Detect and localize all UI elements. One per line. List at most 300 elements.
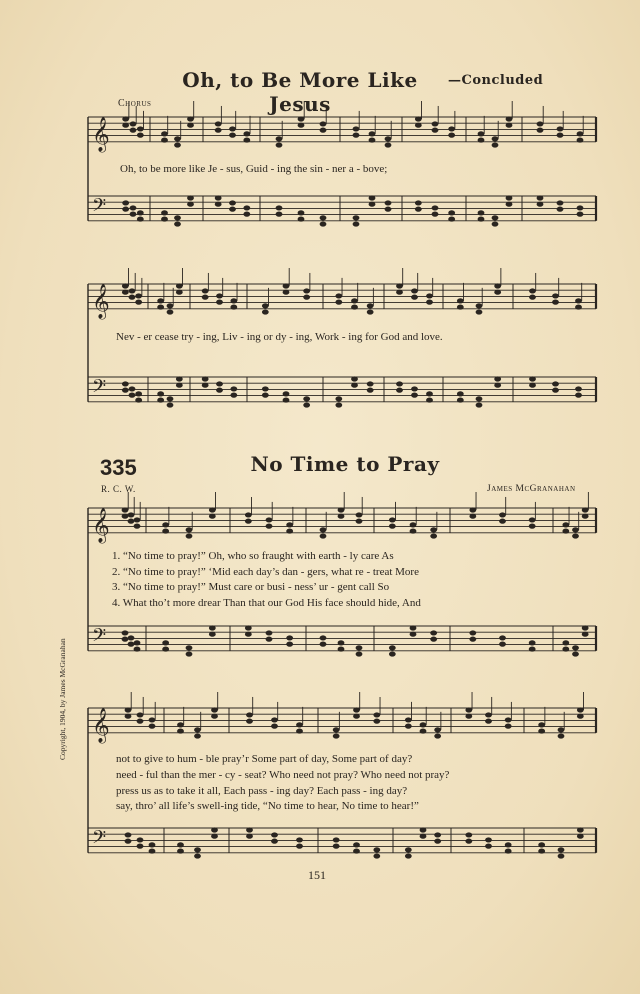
chorus-system-2-note xyxy=(230,304,237,309)
verse-system-1-note xyxy=(562,640,569,645)
verse-system-1-note xyxy=(529,640,536,645)
chorus-system-1-note xyxy=(492,215,499,220)
chorus-system-2-note xyxy=(176,383,183,388)
chorus-system-2-note xyxy=(575,393,582,398)
verse-system-1-note xyxy=(162,528,169,533)
verse-system-1-note xyxy=(128,512,135,517)
verse-system-2-note xyxy=(177,842,184,847)
verse-system-1-note xyxy=(389,524,396,529)
chorus-system-2-note xyxy=(494,376,501,381)
verse-system-1-note xyxy=(410,528,417,533)
chorus-system-1-note xyxy=(276,212,283,217)
verse-system-1-note xyxy=(389,517,396,522)
chorus-system-2-note xyxy=(529,383,536,388)
verse-system-1-note xyxy=(499,512,506,517)
verse-system-2-note xyxy=(194,727,201,732)
verse-system-1-note xyxy=(410,625,417,630)
chorus-system-2-note xyxy=(367,388,374,393)
chorus-system-1-note xyxy=(215,195,222,200)
chorus-system-2-note xyxy=(230,298,237,303)
verse-system-2-note xyxy=(177,848,184,853)
chorus-system-1-note xyxy=(187,195,194,200)
verse-system-2-bass-clef: 𝄢 xyxy=(92,827,107,853)
chorus-system-1-note xyxy=(506,195,513,200)
chorus-system-1-note xyxy=(369,195,376,200)
verse-system-2-note xyxy=(420,827,427,832)
verse-system-2-note xyxy=(420,722,427,727)
hymn-title-concluded: Oh, to Be More Like Jesus xyxy=(182,68,418,116)
chorus-system-2-note xyxy=(552,300,559,305)
music-credit: James McGranahan xyxy=(487,484,576,494)
verse-system-1-note xyxy=(469,630,476,635)
chorus-system-1-note xyxy=(577,137,584,142)
chorus-system-2-treble-clef: 𝄞 xyxy=(92,283,110,319)
chorus-system-1-note xyxy=(174,215,181,220)
verse-system-2-note xyxy=(558,853,565,858)
verse-system-2-note xyxy=(149,848,156,853)
chorus-system-1-note xyxy=(187,123,194,128)
chorus-system-1-note xyxy=(432,212,439,217)
chorus-system-1-note xyxy=(432,205,439,210)
verse-system-1-note xyxy=(209,632,216,637)
verse-system-2-note xyxy=(538,842,545,847)
verse-line-2a: 2. “No time to pray!” ‘Mid each day’s dan - gers, what re - treat More xyxy=(112,566,419,578)
chorus-system-2-note xyxy=(411,393,418,398)
chorus-system-1-note xyxy=(137,133,144,138)
chorus-system-2-note xyxy=(135,391,142,396)
chorus-system-2-note xyxy=(303,396,310,401)
verse-system-1-note xyxy=(562,528,569,533)
verse-system-1-note xyxy=(562,646,569,651)
chorus-system-1-note xyxy=(320,128,327,133)
chorus-system-2-note xyxy=(303,402,310,407)
chorus-system-2-note xyxy=(351,304,358,309)
verse-system-1-note xyxy=(122,637,129,642)
chorus-system-1-note xyxy=(385,142,392,147)
verse-system-2-note xyxy=(538,722,545,727)
copyright-notice: Copyright, 1904, by James McGranahan xyxy=(58,638,67,760)
chorus-system-2-note xyxy=(202,295,209,300)
verse-system-1-note xyxy=(338,514,345,519)
chorus-system-2-note xyxy=(367,381,374,386)
verse-system-2-note xyxy=(577,834,584,839)
verse-system-1-note xyxy=(356,651,363,656)
verse-system-2-note xyxy=(137,844,144,849)
verse-system-2-note xyxy=(333,727,340,732)
chorus-system-2-note xyxy=(129,288,136,293)
verse-system-2-note xyxy=(125,707,132,712)
verse-system-2-note xyxy=(177,722,184,727)
verse-system-2-note xyxy=(211,714,218,719)
verse-system-1-note xyxy=(356,519,363,524)
verse-line-2b: need - ful than the mer - cy - seat? Who need not pray? Who need not pray? xyxy=(116,769,450,781)
chorus-system-1-note xyxy=(243,205,250,210)
chorus-system-2-note xyxy=(202,288,209,293)
verse-system-1-note xyxy=(356,645,363,650)
chorus-system-1-note xyxy=(161,210,168,215)
chorus-system-2-note xyxy=(216,300,223,305)
hymn-number: 335 xyxy=(100,455,137,480)
verse-system-2-note xyxy=(211,707,218,712)
chorus-system-2-note xyxy=(396,290,403,295)
verse-system-1-note xyxy=(134,640,141,645)
verse-system-1-note xyxy=(286,522,293,527)
verse-system-1-note xyxy=(562,522,569,527)
chorus-system-2-note xyxy=(494,283,501,288)
chorus-system-2-note xyxy=(176,283,183,288)
chorus-system-1-note xyxy=(229,126,236,131)
chorus-system-1-note xyxy=(448,133,455,138)
verse-system-2-note xyxy=(149,724,156,729)
chorus-system-2-note xyxy=(575,386,582,391)
chorus-system-1-treble-clef: 𝄞 xyxy=(92,116,110,152)
chorus-system-1-note xyxy=(137,126,144,131)
verse-system-1-note xyxy=(582,625,589,630)
chorus-system-2-note xyxy=(529,295,536,300)
verse-system-2-note xyxy=(194,733,201,738)
verse-system-1-note xyxy=(209,625,216,630)
hymn-title: No Time to Pray xyxy=(250,452,440,476)
chorus-system-1-note xyxy=(353,215,360,220)
chorus-system-2-note xyxy=(122,283,129,288)
chorus-system-1-note xyxy=(137,216,144,221)
verse-system-1-note xyxy=(286,635,293,640)
verse-system-1-note xyxy=(469,507,476,512)
chorus-system-1-note xyxy=(229,133,236,138)
verse-system-1-note xyxy=(128,519,135,524)
chorus-system-1-note xyxy=(161,131,168,136)
verse-system-2-note xyxy=(271,717,278,722)
chorus-system-2-note xyxy=(335,396,342,401)
chorus-system-1-note xyxy=(557,133,564,138)
verse-system-1-note xyxy=(162,522,169,527)
chorus-system-1-note xyxy=(448,126,455,131)
chorus-system-1-note xyxy=(187,202,194,207)
chorus-lyric-line-2: Nev - er cease try - ing, Liv - ing or dy - ing, Work - ing for God and love. xyxy=(116,331,443,343)
chorus-system-2-note xyxy=(351,383,358,388)
chorus-system-1-note xyxy=(122,207,129,212)
verse-system-2-note xyxy=(296,728,303,733)
chorus-system-2-note xyxy=(262,303,269,308)
verse-system-1-note xyxy=(245,632,252,637)
verse-system-1-note xyxy=(320,533,327,538)
verse-system-2-note xyxy=(465,707,472,712)
verse-system-1-note xyxy=(134,517,141,522)
chorus-system-2-note xyxy=(411,295,418,300)
verse-system-2-note xyxy=(125,839,132,844)
chorus-system-1-note xyxy=(385,136,392,141)
verse-system-2-note xyxy=(558,733,565,738)
chorus-system-1-note xyxy=(492,221,499,226)
chorus-system-1-note xyxy=(478,131,485,136)
verse-system-2-note xyxy=(373,853,380,858)
verse-system-2-note xyxy=(353,848,360,853)
chorus-system-2-note xyxy=(167,303,174,308)
verse-system-1-note xyxy=(186,651,193,656)
chorus-system-2-note xyxy=(457,391,464,396)
chorus-system-1-note xyxy=(537,202,544,207)
chorus-system-2-note xyxy=(283,290,290,295)
verse-system-1-note xyxy=(162,640,169,645)
words-credit: R. C. W. xyxy=(101,484,136,494)
verse-system-2-treble-clef: 𝄞 xyxy=(92,707,110,743)
chorus-system-1-note xyxy=(492,136,499,141)
verse-system-2-note xyxy=(296,837,303,842)
chorus-system-2-note xyxy=(135,293,142,298)
verse-system-1-note xyxy=(572,645,579,650)
chorus-system-1-note xyxy=(353,126,360,131)
verse-system-1-note xyxy=(266,517,273,522)
verse-system-1-note xyxy=(186,645,193,650)
chorus-system-2-note xyxy=(411,288,418,293)
verse-system-1-note xyxy=(134,646,141,651)
verse-system-1-note xyxy=(320,527,327,532)
chorus-system-1-note xyxy=(506,202,513,207)
chorus-system-2-note xyxy=(426,293,433,298)
chorus-system-1-note xyxy=(557,126,564,131)
chorus-system-2-note xyxy=(426,300,433,305)
chorus-system-2-note xyxy=(216,293,223,298)
chorus-system-2-note xyxy=(262,386,269,391)
chorus-system-1-note xyxy=(161,216,168,221)
verse-system-2-note xyxy=(577,707,584,712)
chorus-system-2-note xyxy=(575,304,582,309)
chorus-lyric-line-1: Oh, to be more like Je - sus, Guid - ing the sin - ner a - bove; xyxy=(120,163,388,175)
chorus-system-1-note xyxy=(187,116,194,121)
verse-system-2-note xyxy=(333,844,340,849)
hymn-title-suffix: —Concluded xyxy=(448,73,544,88)
chorus-system-2-note xyxy=(262,309,269,314)
verse-system-1-note xyxy=(499,519,506,524)
verse-system-2-note xyxy=(296,844,303,849)
verse-system-1-note xyxy=(572,533,579,538)
verse-system-2-note xyxy=(420,834,427,839)
verse-system-1-note xyxy=(410,522,417,527)
verse-system-1-note xyxy=(356,512,363,517)
verse-system-2-note xyxy=(420,728,427,733)
verse-system-1-note xyxy=(430,637,437,642)
chorus-system-2-note xyxy=(157,298,164,303)
chorus-system-2-note xyxy=(303,288,310,293)
chorus-system-1-note xyxy=(298,123,305,128)
verse-system-1-note xyxy=(529,524,536,529)
chorus-system-2-note xyxy=(396,381,403,386)
verse-system-2-note xyxy=(333,733,340,738)
verse-system-2-note xyxy=(246,834,253,839)
chorus-system-1-note xyxy=(215,128,222,133)
chorus-system-1-note xyxy=(229,200,236,205)
verse-system-2-note xyxy=(149,842,156,847)
chorus-system-2-note xyxy=(202,376,209,381)
verse-system-2-note xyxy=(538,848,545,853)
verse-system-2-note xyxy=(485,844,492,849)
verse-line-1a: 1. “No time to pray!” Oh, who so fraught with earth - ly care As xyxy=(112,550,394,562)
verse-system-1-note xyxy=(245,512,252,517)
chorus-system-2-note xyxy=(494,383,501,388)
chorus-system-1-note xyxy=(243,137,250,142)
chorus-system-1-note xyxy=(478,137,485,142)
chorus-system-2-note xyxy=(216,381,223,386)
chorus-system-2-bass-clef: 𝄢 xyxy=(92,376,107,402)
chorus-system-1-note xyxy=(276,205,283,210)
chorus-system-2-note xyxy=(157,397,164,402)
chorus-system-2-note xyxy=(476,303,483,308)
chorus-system-2-note xyxy=(129,295,136,300)
chorus-system-1-note xyxy=(478,210,485,215)
verse-system-1-note xyxy=(134,524,141,529)
verse-system-2-note xyxy=(434,733,441,738)
verse-system-2-note xyxy=(405,724,412,729)
chorus-system-2-note xyxy=(167,396,174,401)
verse-system-2-note xyxy=(373,712,380,717)
chorus-system-1-note xyxy=(130,205,137,210)
verse-system-2-note xyxy=(538,728,545,733)
verse-system-1-note xyxy=(286,642,293,647)
verse-system-2-note xyxy=(465,832,472,837)
chorus-system-2-note xyxy=(476,402,483,407)
verse-system-2-note xyxy=(558,727,565,732)
chorus-system-1-note xyxy=(174,142,181,147)
verse-system-1-note xyxy=(572,527,579,532)
verse-system-1-treble-clef: 𝄞 xyxy=(92,507,110,543)
chorus-system-1-note xyxy=(320,221,327,226)
verse-system-2-note xyxy=(405,853,412,858)
chorus-system-1-note xyxy=(276,136,283,141)
verse-system-1-note xyxy=(338,646,345,651)
chorus-system-1-note xyxy=(537,128,544,133)
chorus-system-1-note xyxy=(130,212,137,217)
chorus-system-1-note xyxy=(537,121,544,126)
chorus-system-1-note xyxy=(215,202,222,207)
chorus-system-2-note xyxy=(411,386,418,391)
chorus-system-2-note xyxy=(230,393,237,398)
chorus-system-2-note xyxy=(457,298,464,303)
chorus-system-2-note xyxy=(176,290,183,295)
chorus-system-1-note xyxy=(130,128,137,133)
verse-system-2-note xyxy=(177,728,184,733)
verse-system-1-note xyxy=(389,645,396,650)
chorus-system-2-note xyxy=(122,388,129,393)
chorus-system-1-note xyxy=(577,131,584,136)
verse-system-1-note xyxy=(209,514,216,519)
verse-system-2-note xyxy=(505,848,512,853)
verse-system-2-note xyxy=(405,847,412,852)
chorus-system-2-note xyxy=(122,381,129,386)
chorus-system-2-note xyxy=(202,383,209,388)
verse-system-1-note xyxy=(122,507,129,512)
chorus-system-2-note xyxy=(396,388,403,393)
verse-system-1-note xyxy=(572,651,579,656)
chorus-label: Chorus xyxy=(118,98,152,109)
verse-system-2-note xyxy=(137,712,144,717)
chorus-system-1-note xyxy=(298,210,305,215)
chorus-system-1-note xyxy=(276,142,283,147)
chorus-system-2-note xyxy=(176,376,183,381)
chorus-system-1-note xyxy=(298,116,305,121)
chorus-system-2-note xyxy=(367,303,374,308)
verse-system-2-note xyxy=(271,832,278,837)
verse-system-1-note xyxy=(430,630,437,635)
verse-system-1-note xyxy=(529,646,536,651)
chorus-system-2-note xyxy=(122,290,129,295)
verse-system-2-note xyxy=(434,832,441,837)
chorus-system-2-note xyxy=(157,391,164,396)
verse-system-2-note xyxy=(125,832,132,837)
chorus-system-1-bass-clef: 𝄢 xyxy=(92,195,107,221)
chorus-system-2-note xyxy=(529,288,536,293)
chorus-system-2-note xyxy=(552,381,559,386)
chorus-system-1-note xyxy=(229,207,236,212)
verse-system-2-note xyxy=(194,847,201,852)
verse-system-2-note xyxy=(577,714,584,719)
chorus-system-2-note xyxy=(303,295,310,300)
chorus-system-2-note xyxy=(351,376,358,381)
verse-system-1-note xyxy=(338,640,345,645)
chorus-system-2-note xyxy=(396,283,403,288)
chorus-system-2-note xyxy=(552,293,559,298)
verse-system-2-note xyxy=(505,717,512,722)
chorus-system-2-note xyxy=(457,304,464,309)
chorus-system-2-note xyxy=(157,304,164,309)
chorus-system-2-note xyxy=(476,396,483,401)
verse-system-2-note xyxy=(246,827,253,832)
verse-system-1-note xyxy=(499,642,506,647)
verse-system-1-note xyxy=(162,646,169,651)
verse-system-2-note xyxy=(137,837,144,842)
page-number: 151 xyxy=(308,868,326,882)
chorus-system-1-note xyxy=(385,200,392,205)
chorus-system-2-note xyxy=(283,391,290,396)
verse-system-1-note xyxy=(582,514,589,519)
verse-system-2-note xyxy=(353,707,360,712)
chorus-system-1-note xyxy=(137,210,144,215)
verse-system-2-note xyxy=(485,719,492,724)
chorus-system-2-note xyxy=(230,386,237,391)
verse-system-2-note xyxy=(137,719,144,724)
chorus-system-2-note xyxy=(575,298,582,303)
chorus-system-1-note xyxy=(320,215,327,220)
verse-system-2-note xyxy=(125,714,132,719)
verse-system-2-note xyxy=(333,837,340,842)
verse-system-2-note xyxy=(373,847,380,852)
verse-system-1-note xyxy=(128,642,135,647)
chorus-system-1-note xyxy=(537,195,544,200)
verse-system-1-note xyxy=(389,651,396,656)
verse-system-2-note xyxy=(405,717,412,722)
chorus-system-1-note xyxy=(174,221,181,226)
chorus-system-2-note xyxy=(552,388,559,393)
chorus-system-2-note xyxy=(335,293,342,298)
chorus-system-1-note xyxy=(122,200,129,205)
chorus-system-2-note xyxy=(335,402,342,407)
verse-line-1b: not to give to hum - ble pray’r Some part of day, Some part of day? xyxy=(116,753,413,765)
verse-line-3b: press us as to take it all, Each pass - ing day? Each pass - ing day? xyxy=(116,785,408,797)
verse-system-1-note xyxy=(469,514,476,519)
chorus-system-1-note xyxy=(122,116,129,121)
verse-system-1-note xyxy=(320,635,327,640)
verse-system-2-note xyxy=(211,834,218,839)
chorus-system-2-note xyxy=(135,397,142,402)
verse-system-2-note xyxy=(485,712,492,717)
verse-system-2-note xyxy=(485,837,492,842)
chorus-system-1-note xyxy=(369,137,376,142)
chorus-system-2-note xyxy=(167,402,174,407)
verse-system-1-note xyxy=(245,519,252,524)
chorus-system-1-note xyxy=(369,131,376,136)
chorus-system-1-note xyxy=(506,116,513,121)
chorus-system-1-note xyxy=(215,121,222,126)
chorus-system-2-note xyxy=(426,391,433,396)
